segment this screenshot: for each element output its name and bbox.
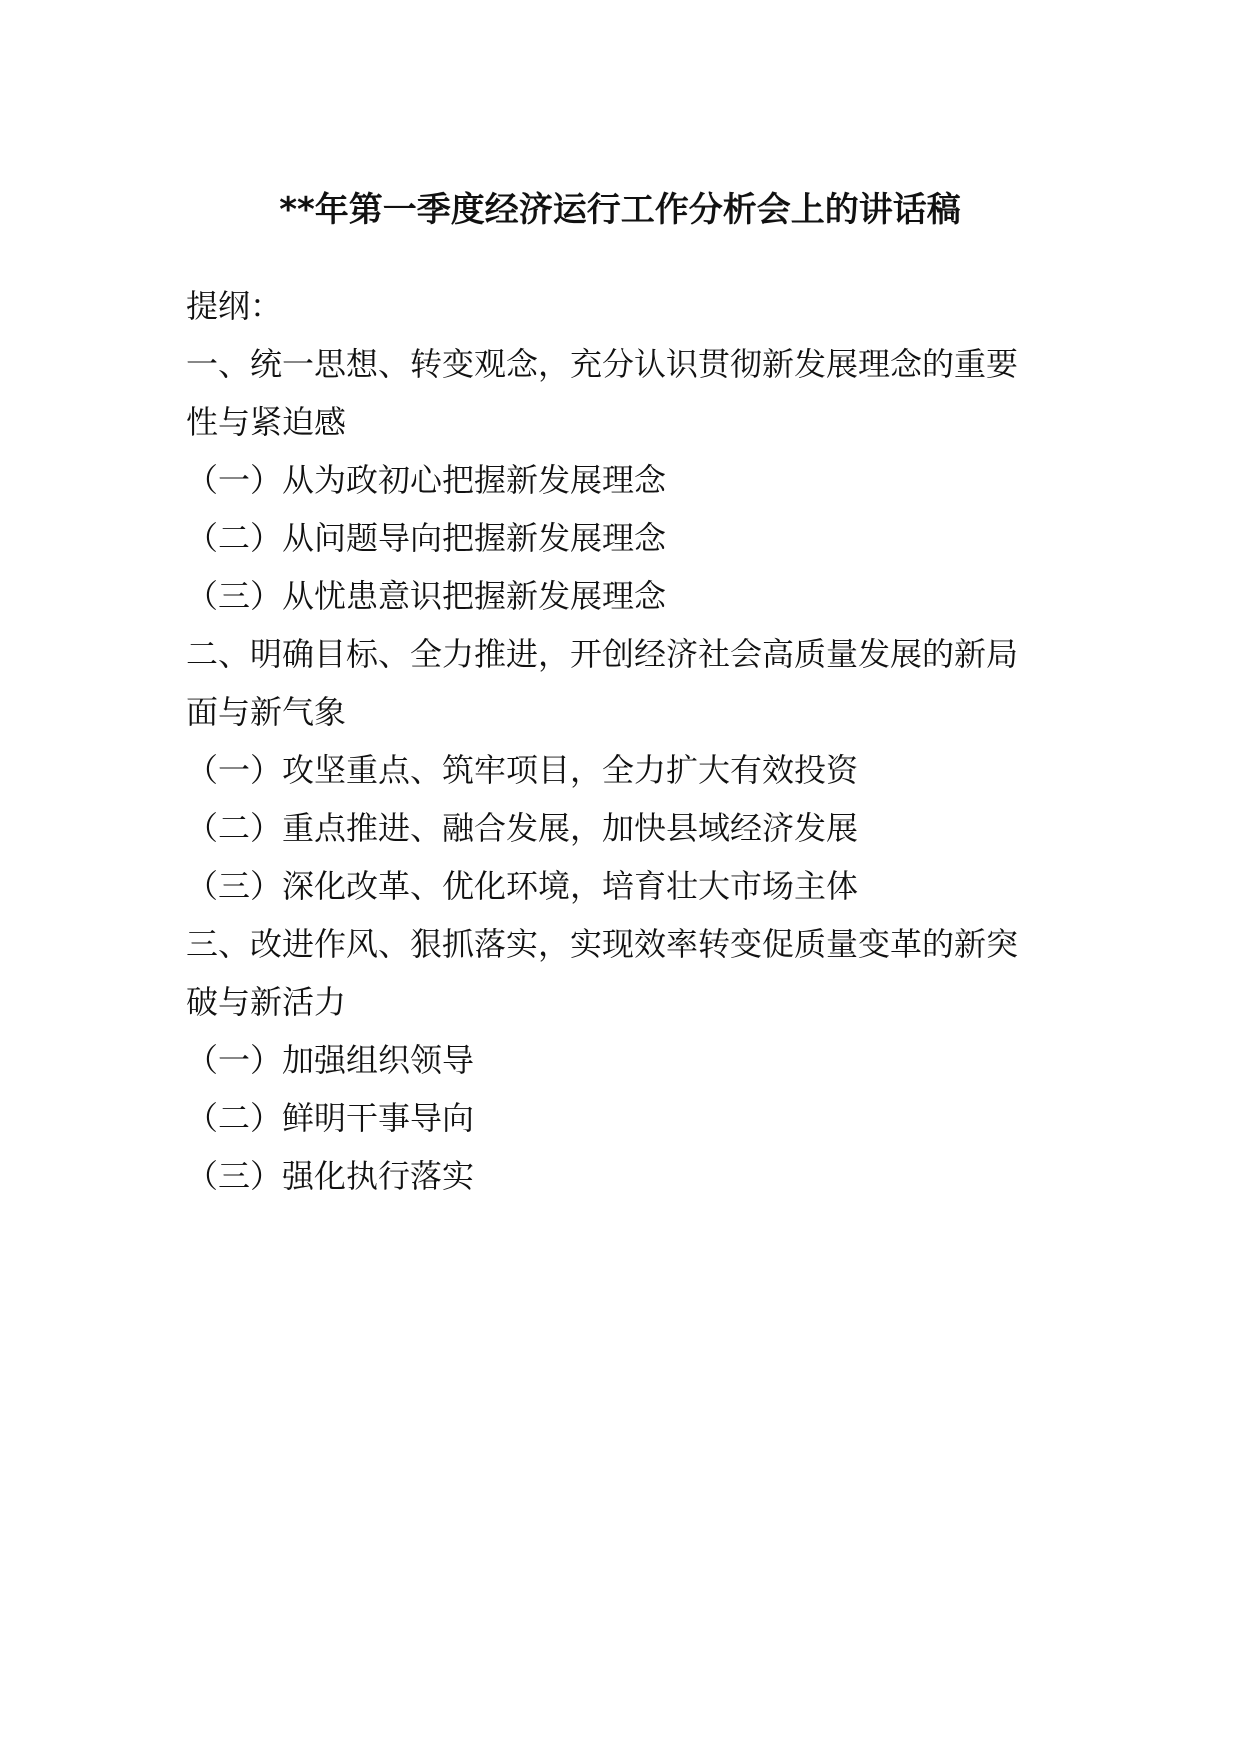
document-title: **年第一季度经济运行工作分析会上的讲话稿 [279, 190, 961, 230]
section-heading-line: 面与新气象 [186, 693, 347, 731]
section-3 [186, 915, 1066, 1205]
section-heading-line: 一、统一思想、转变观念，充分认识贯彻新发展理念的重要 [186, 345, 1019, 383]
section-heading-line: 二、明确目标、全力推进，开创经济社会高质量发展的新局 [186, 635, 1019, 673]
document-body [186, 277, 1066, 1205]
section-item: （一）攻坚重点、筑牢项目，全力扩大有效投资 [186, 751, 859, 789]
section-heading-line: 性与紧迫感 [186, 403, 347, 441]
section-item: （三）深化改革、优化环境，培育壮大市场主体 [186, 867, 859, 905]
section-item: （二）从问题导向把握新发展理念 [186, 519, 667, 557]
section-item: （二）重点推进、融合发展，加快县域经济发展 [186, 809, 859, 847]
outline-label: 提纲： [186, 287, 283, 325]
section-2 [186, 625, 1066, 915]
section-item: （一）从为政初心把握新发展理念 [186, 461, 667, 499]
section-item: （一）加强组织领导 [186, 1041, 475, 1079]
section-item: （三）强化执行落实 [186, 1157, 475, 1195]
section-heading-line: 破与新活力 [186, 983, 347, 1021]
section-heading-line: 三、改进作风、狠抓落实，实现效率转变促质量变革的新突 [186, 925, 1019, 963]
section-1 [186, 335, 1066, 625]
section-item: （三）从忧患意识把握新发展理念 [186, 577, 667, 615]
section-item: （二）鲜明干事导向 [186, 1099, 475, 1137]
